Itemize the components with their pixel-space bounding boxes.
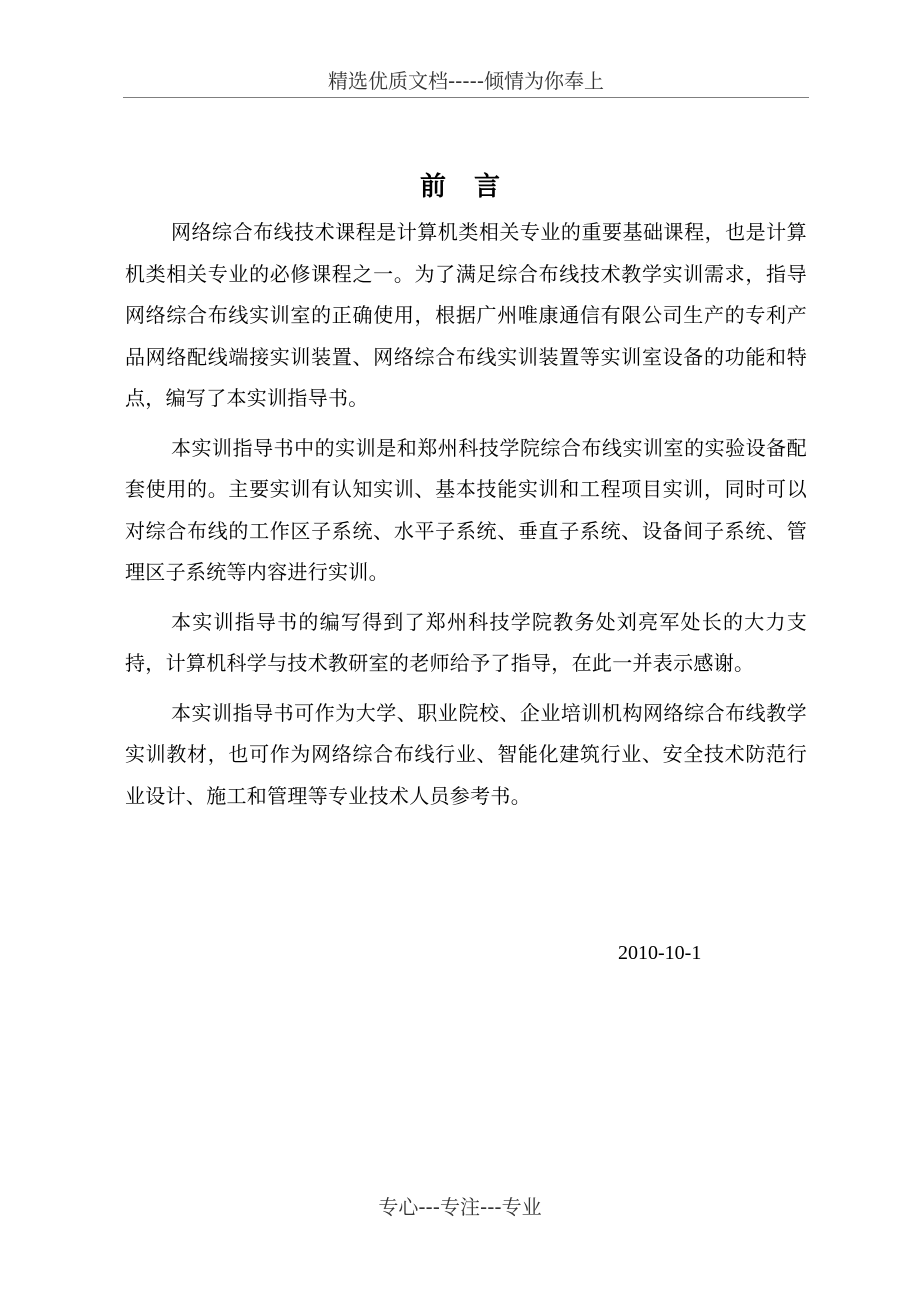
paragraph-2: 本实训指导书中的实训是和郑州科技学院综合布线实训室的实验设备配套使用的。主要实训有认知实训、基本技能实训和工程项目实训，同时可以对综合布线的工作区子系统、水平子系统、垂直子系统、设备间子系统、管理区子系统等内容进行实训。 (125, 435, 807, 584)
paragraph-4: 本实训指导书可作为大学、职业院校、企业培训机构网络综合布线教学实训教材，也可作为网络综合布线行业、智能化建筑行业、安全技术防范行业设计、施工和管理等专业技术人员参考书。 (125, 700, 807, 808)
preface-body (125, 212, 807, 817)
page-header (123, 66, 809, 98)
page-footer (0, 1192, 920, 1222)
document-date: 2010-10-1 (618, 942, 702, 964)
paragraph-3: 本实训指导书的编写得到了郑州科技学院教务处刘亮军处长的大力支持，计算机科学与技术教研室的老师给予了指导，在此一并表示感谢。 (125, 609, 807, 675)
footer-text: 专心---专注---专业 (378, 1195, 542, 1219)
page-title: 前言 (419, 172, 528, 202)
header-text: 精选优质文档-----倾情为你奉上 (327, 69, 605, 93)
paragraph-1: 网络综合布线技术课程是计算机类相关专业的重要基础课程，也是计算机类相关专业的必修课程之一。为了满足综合布线技术教学实训需求，指导网络综合布线实训室的正确使用，根据广州唯康通信有限公司生产的专利产品网络配线端接实训装置、网络综合布线实训装置等实训室设备的功能和特点，编写了本实训指导书。 (125, 220, 807, 410)
